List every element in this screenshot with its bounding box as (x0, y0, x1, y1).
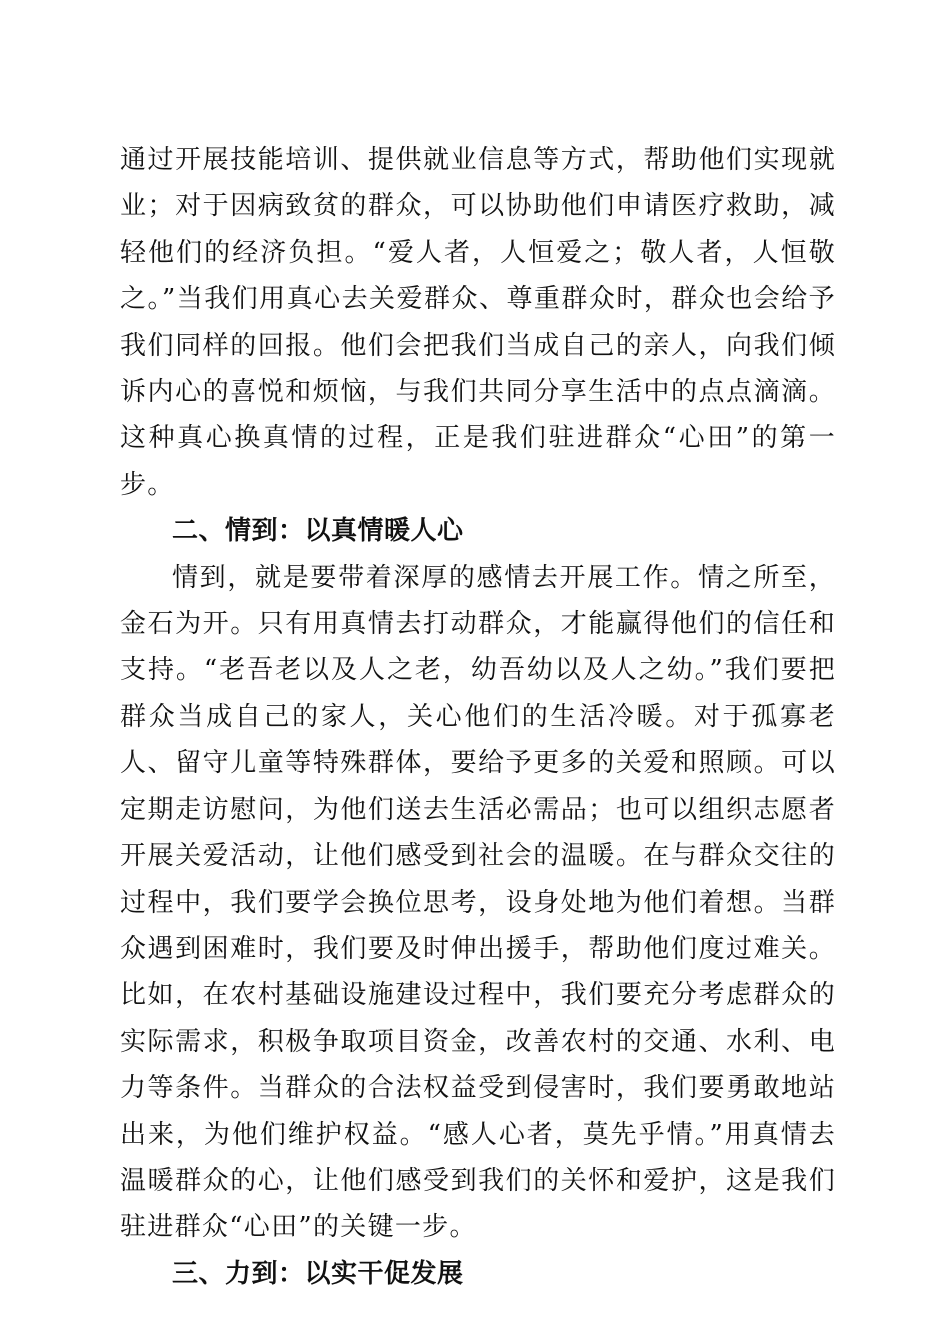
paragraph-continued: 通过开展技能培训、提供就业信息等方式，帮助他们实现就业；对于因病致贫的群众，可以协助他们申请医疗救助，减轻他们的经济负担。“爱人者，人恒爱之；敬人者，人恒敬之。”当我们用真心去关爱群众、尊重群众时，群众也会给予我们同样的回报。他们会把我们当成自己的亲人，向我们倾诉内心的喜悦和烦恼，与我们共同分享生活中的点点滴滴。这种真心换真情的过程，正是我们驻进群众“心田”的第一步。 (120, 145, 836, 500)
section-heading-2: 二、情到：以真情暖人心 (172, 516, 464, 547)
document-body (120, 137, 836, 1297)
paragraph-section-2: 情到，就是要带着深厚的感情去开展工作。情之所至，金石为开。只有用真情去打动群众，才能赢得他们的信任和支持。“老吾老以及人之老，幼吾幼以及人之幼。”我们要把群众当成自己的家人，关心他们的生活冷暖。对于孤寡老人、留守儿童等特殊群体，要给予更多的关爱和照顾。可以定期走访慰问，为他们送去生活必需品；也可以组织志愿者开展关爱活动，让他们感受到社会的温暖。在与群众交往的过程中，我们要学会换位思考，设身处地为他们着想。当群众遇到困难时，我们要及时伸出援手，帮助他们度过难关。比如，在农村基础设施建设过程中，我们要充分考虑群众的实际需求，积极争取项目资金，改善农村的交通、水利、电力等条件。当群众的合法权益受到侵害时，我们要勇敢地站出来，为他们维护权益。“感人心者，莫先乎情。”用真情去温暖群众的心，让他们感受到我们的关怀和爱护，这是我们驻进群众“心田”的关键一步。 (120, 562, 836, 1243)
section-heading-3: 三、力到：以实干促发展 (172, 1258, 464, 1289)
